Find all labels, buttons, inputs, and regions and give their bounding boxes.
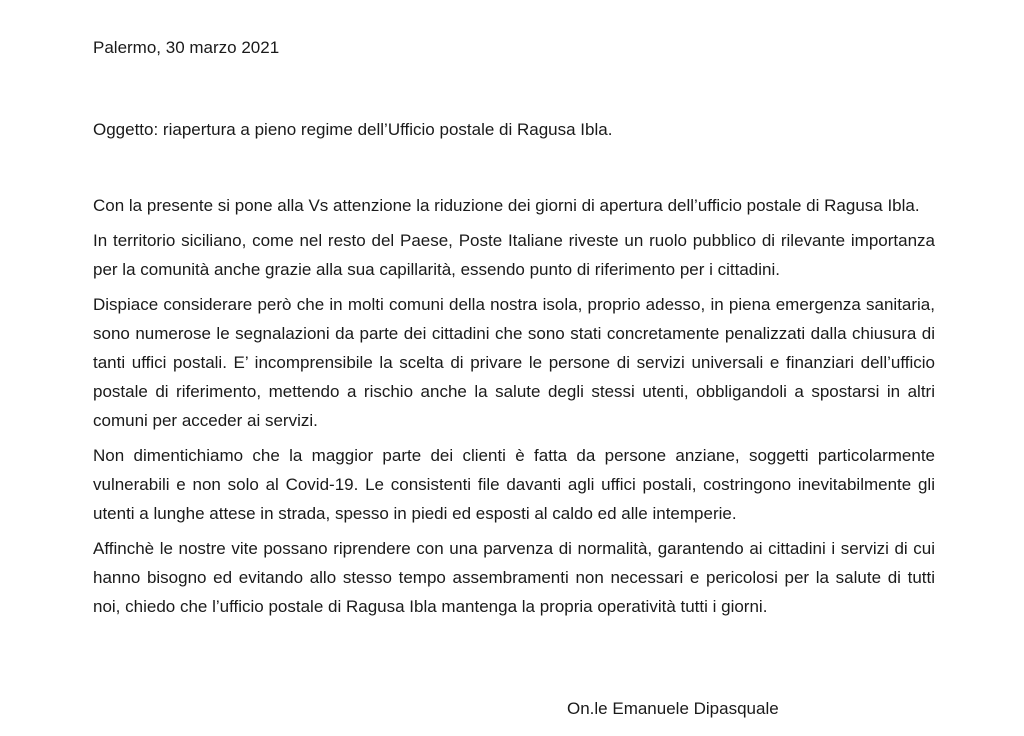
date-line: Palermo, 30 marzo 2021 [93, 38, 280, 57]
paragraph-elderly-clients: Non dimentichiamo che la maggior parte dei clienti è fatta da persone anziane, soggetti particolarmente vulnerabili e non solo al Covid-19. Le consistenti file davanti agli uffici postali, costringono inevitabilmente gli utenti a lunghe attese in strada, spesso in piedi ed esposti al caldo ed alle intemperie. [93, 446, 935, 523]
subject-line: Oggetto: riapertura a pieno regime dell’Ufficio postale di Ragusa Ibla. [93, 120, 613, 139]
paragraph-request: Affinchè le nostre vite possano riprendere con una parvenza di normalità, garantendo ai cittadini i servizi di cui hanno bisogno ed evitando allo stesso tempo assembramenti non necessari e pericolosi per la salute di tutti noi, chiedo che l’ufficio postale di Ragusa Ibla mantenga la propria operatività tutti i giorni. [93, 539, 935, 616]
paragraph-poste-italiane-role: In territorio siciliano, come nel resto del Paese, Poste Italiane riveste un ruolo pubblico di rilevante importanza per la comunità anche grazie alla sua capillarità, essendo punto di riferimento per i cittadini. [93, 231, 935, 279]
paragraph-intro: Con la presente si pone alla Vs attenzione la riduzione dei giorni di apertura dell’ufficio postale di Ragusa Ibla. [93, 196, 920, 215]
paragraph-closures-complaint: Dispiace considerare però che in molti comuni della nostra isola, proprio adesso, in piena emergenza sanitaria, sono numerose le segnalazioni da parte dei cittadini che sono stati concretamente penalizzati dalla chiusura di tanti uffici postali. E’ incomprensibile la scelta di privare le persone di servizi universali e finanziari dell’ufficio postale di riferimento, mettendo a rischio anche la salute degli stessi utenti, obbligandoli a spostarsi in altri comuni per acceder ai servizi. [93, 295, 935, 430]
signature: On.le Emanuele Dipasquale [567, 699, 779, 718]
